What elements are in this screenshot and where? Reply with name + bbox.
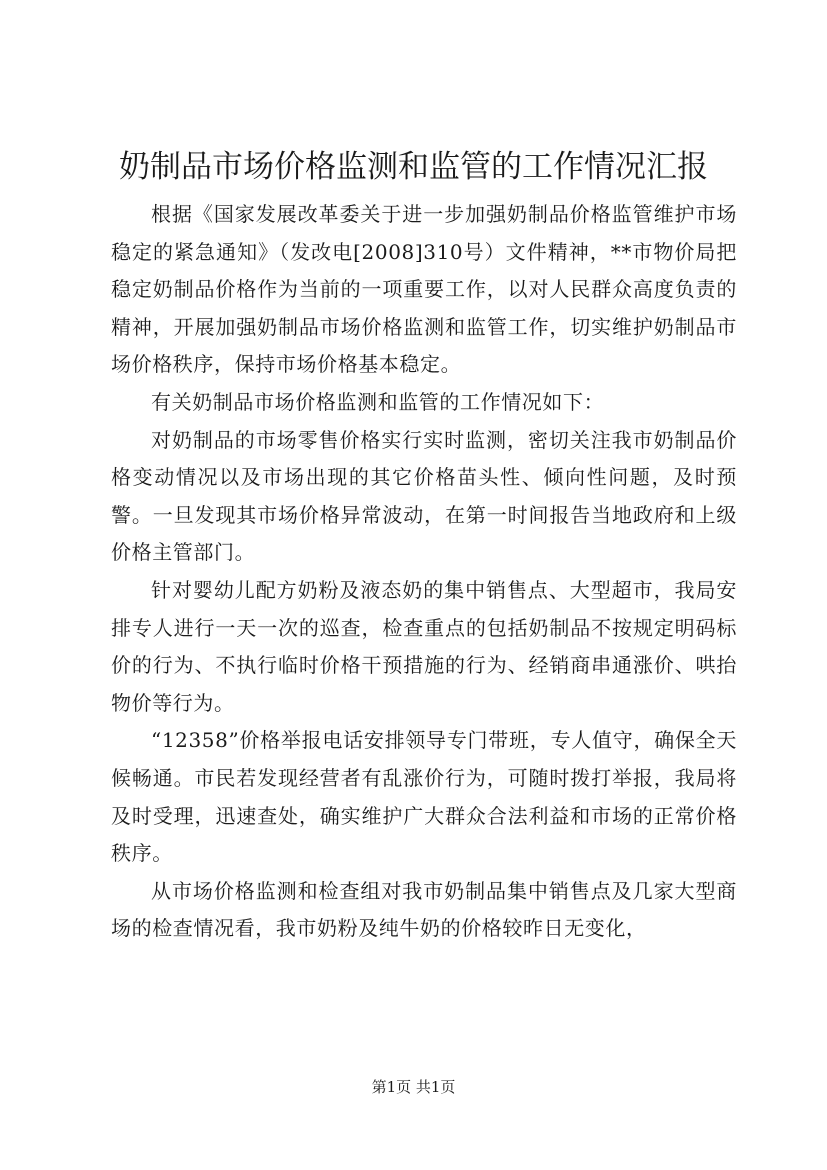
paragraph-overview: 有关奶制品市场价格监测和监管的工作情况如下： xyxy=(151,389,605,414)
paragraph-findings: 从市场价格监测和检查组对我市奶制品集中销售点及几家大型商场的检查情况看，我市奶粉及纯牛奶的价格较昨日无变化， xyxy=(111,878,737,941)
paragraph-monitoring: 对奶制品的市场零售价格实行实时监测，密切关注我市奶制品价格变动情况以及市场出现的其它价格苗头性、倾向性问题，及时预警。一旦发现其市场价格异常波动，在第一时间报告当地政府和上级价格主管部门。 xyxy=(111,427,737,565)
page-footer: 第1页 共1页 xyxy=(371,1078,456,1096)
document-body xyxy=(111,196,737,948)
paragraph-hotline: “12358”价格举报电话安排领导专门带班，专人值守，确保全天候畅通。市民若发现经营者有乱涨价行为，可随时拨打举报，我局将及时受理，迅速查处，确实维护广大群众合法利益和市场的正常价格秩序。 xyxy=(111,728,737,866)
paragraph-intro: 根据《国家发展改革委关于进一步加强奶制品价格监管维护市场稳定的紧急通知》（发改电[2008]310号）文件精神，**市物价局把稳定奶制品价格作为当前的一项重要工作，以对人民群众高度负责的精神，开展加强奶制品市场价格监测和监管工作，切实维护奶制品市场价格秩序，保持市场价格基本稳定。 xyxy=(111,202,737,377)
paragraph-inspection: 针对婴幼儿配方奶粉及液态奶的集中销售点、大型超市，我局安排专人进行一天一次的巡查，检查重点的包括奶制品不按规定明码标价的行为、不执行临时价格干预措施的行为、经销商串通涨价、哄抬物价等行为。 xyxy=(111,577,737,715)
document-title: 奶制品市场价格监测和监管的工作情况汇报 xyxy=(119,149,708,185)
